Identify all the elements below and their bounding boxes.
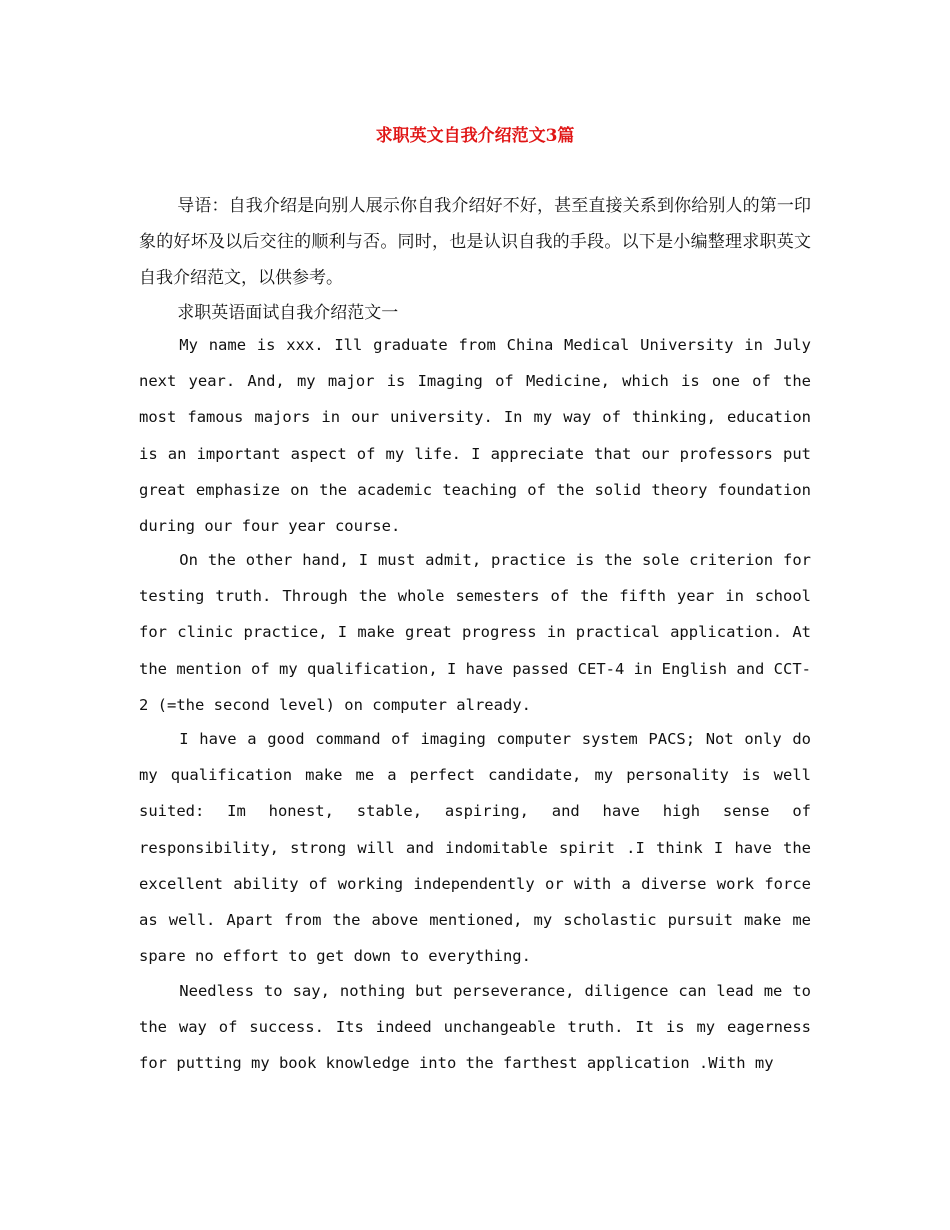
intro-paragraph: 导语：自我介绍是向别人展示你自我介绍好不好，甚至直接关系到你给别人的第一印象的好坏及以后交往的顺利与否。同时，也是认识自我的手段。以下是小编整理求职英文自我介绍范文，以供参考。 xyxy=(139,196,811,288)
body-paragraph-4: Needless to say, nothing but perseverance, diligence can lead me to the way of success. Its indeed unchangeable truth. It is my eagerness for putting my book knowledge into the farthest application .With my xyxy=(139,982,811,1073)
document-title: 求职英文自我介绍范文3篇 xyxy=(375,126,575,146)
body-paragraph-3: I have a good command of imaging computer system PACS; Not only do my qualification make me a perfect candidate, my personality is well suited: Im honest, stable, aspiring, and have high sense of responsibility, strong will and indomitable spirit .I think I have the excellent ability of working independently or with a diverse work force as well. Apart from the above mentioned, my scholastic pursuit make me spare no effort to get down to everything. xyxy=(139,730,811,966)
body-paragraph-1: My name is xxx. Ill graduate from China Medical University in July next year. And, my major is Imaging of Medicine, which is one of the most famous majors in our university. In my way of thinking, education is an important aspect of my life. I appreciate that our professors put great emphasize on the academic teaching of the solid theory foundation during our four year course. xyxy=(139,336,811,536)
body-paragraph-2: On the other hand, I must admit, practice is the sole criterion for testing truth. Through the whole semesters of the fifth year in school for clinic practice, I make great progress in practical application. At the mention of my qualification, I have passed CET-4 in English and CCT-2 (=the second level) on computer already. xyxy=(139,551,811,714)
section-heading: 求职英语面试自我介绍范文一 xyxy=(177,303,399,323)
